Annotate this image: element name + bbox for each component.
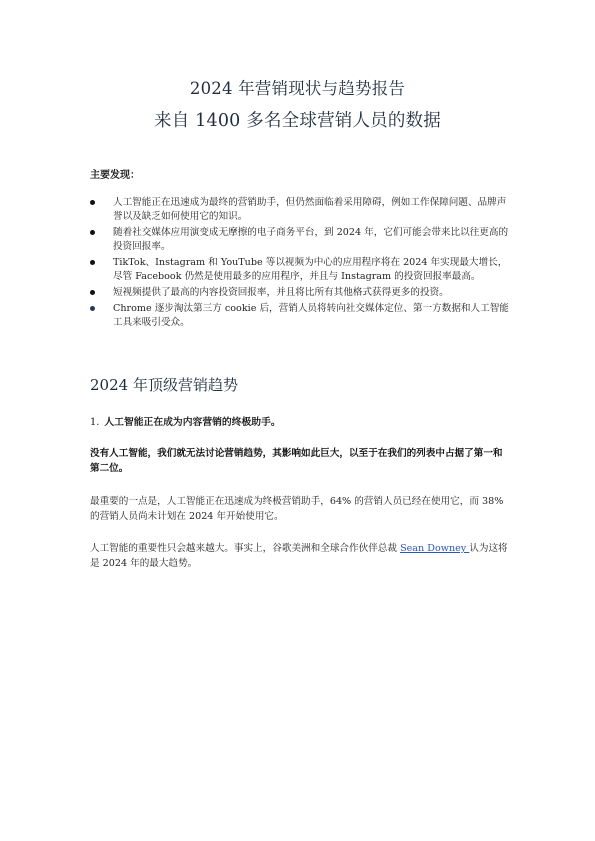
finding-text: TikTok、Instagram 和 YouTube 等以视频为中心的应用程序将在 2024 年实现最大增长，尽管 Facebook 仍然是使用最多的应用程序，并且与 Instagram 的投资回报率最高。: [113, 257, 508, 283]
trend-number: 1.: [90, 417, 100, 428]
trend-text: 人工智能正在成为内容营销的终极助手。: [104, 417, 281, 428]
finding-item: [90, 302, 510, 330]
finding-item: [90, 226, 510, 254]
finding-item: [90, 286, 510, 300]
bullet-icon: [90, 230, 95, 235]
finding-text: Chrome 逐步淘汰第三方 cookie 后，营销人员将转向社交媒体定位、第一方数据和人工智能工具来吸引受众。: [113, 302, 509, 328]
bullet-icon: [90, 306, 95, 311]
report-subtitle: 来自 1400 多名全球营销人员的数据: [154, 111, 441, 131]
quote-text-before: 人工智能的重要性只会越来越大。事实上，谷歌美洲和全球合作伙伴总裁: [90, 543, 401, 554]
finding-item: [90, 196, 510, 224]
finding-item: [90, 256, 510, 284]
key-findings-label: 主要发现：: [90, 170, 140, 181]
bullet-icon: [90, 260, 95, 265]
trend-item-1: [90, 414, 281, 428]
quote-paragraph: [90, 541, 510, 571]
finding-text: 随着社交媒体应用演变成无摩擦的电子商务平台，到 2024 年，它们可能会带来比以往更高的投资回报率。: [113, 227, 509, 253]
finding-text: 短视频提供了最高的内容投资回报率，并且将比所有其他格式获得更多的投资。: [113, 287, 449, 298]
section-heading: 2024 年顶级营销趋势: [90, 376, 238, 394]
finding-text: 人工智能正在迅速成为最终的营销助手，但仍然面临着采用障碍，例如工作保障问题、品牌声誉以及缺乏如何使用它的知识。: [113, 197, 507, 223]
key-findings-list: [90, 196, 510, 332]
report-title: 2024 年营销现状与趋势报告: [189, 79, 406, 98]
quote-text-after: 认为这将是 2024 年的最大趋势。: [90, 543, 508, 569]
bullet-icon: [90, 290, 95, 295]
intro-paragraph: 没有人工智能，我们就无法讨论营销趋势，其影响如此巨大，以至于在我们的列表中占据了第一和第二位。: [90, 448, 503, 474]
sean-downey-link[interactable]: Sean Downey: [400, 543, 470, 554]
bullet-icon: [90, 200, 95, 205]
stats-paragraph: 最重要的一点是，人工智能正在迅速成为终极营销助手，64% 的营销人员已经在使用它，而 38% 的营销人员尚未计划在 2024 年开始使用它。: [90, 496, 504, 522]
